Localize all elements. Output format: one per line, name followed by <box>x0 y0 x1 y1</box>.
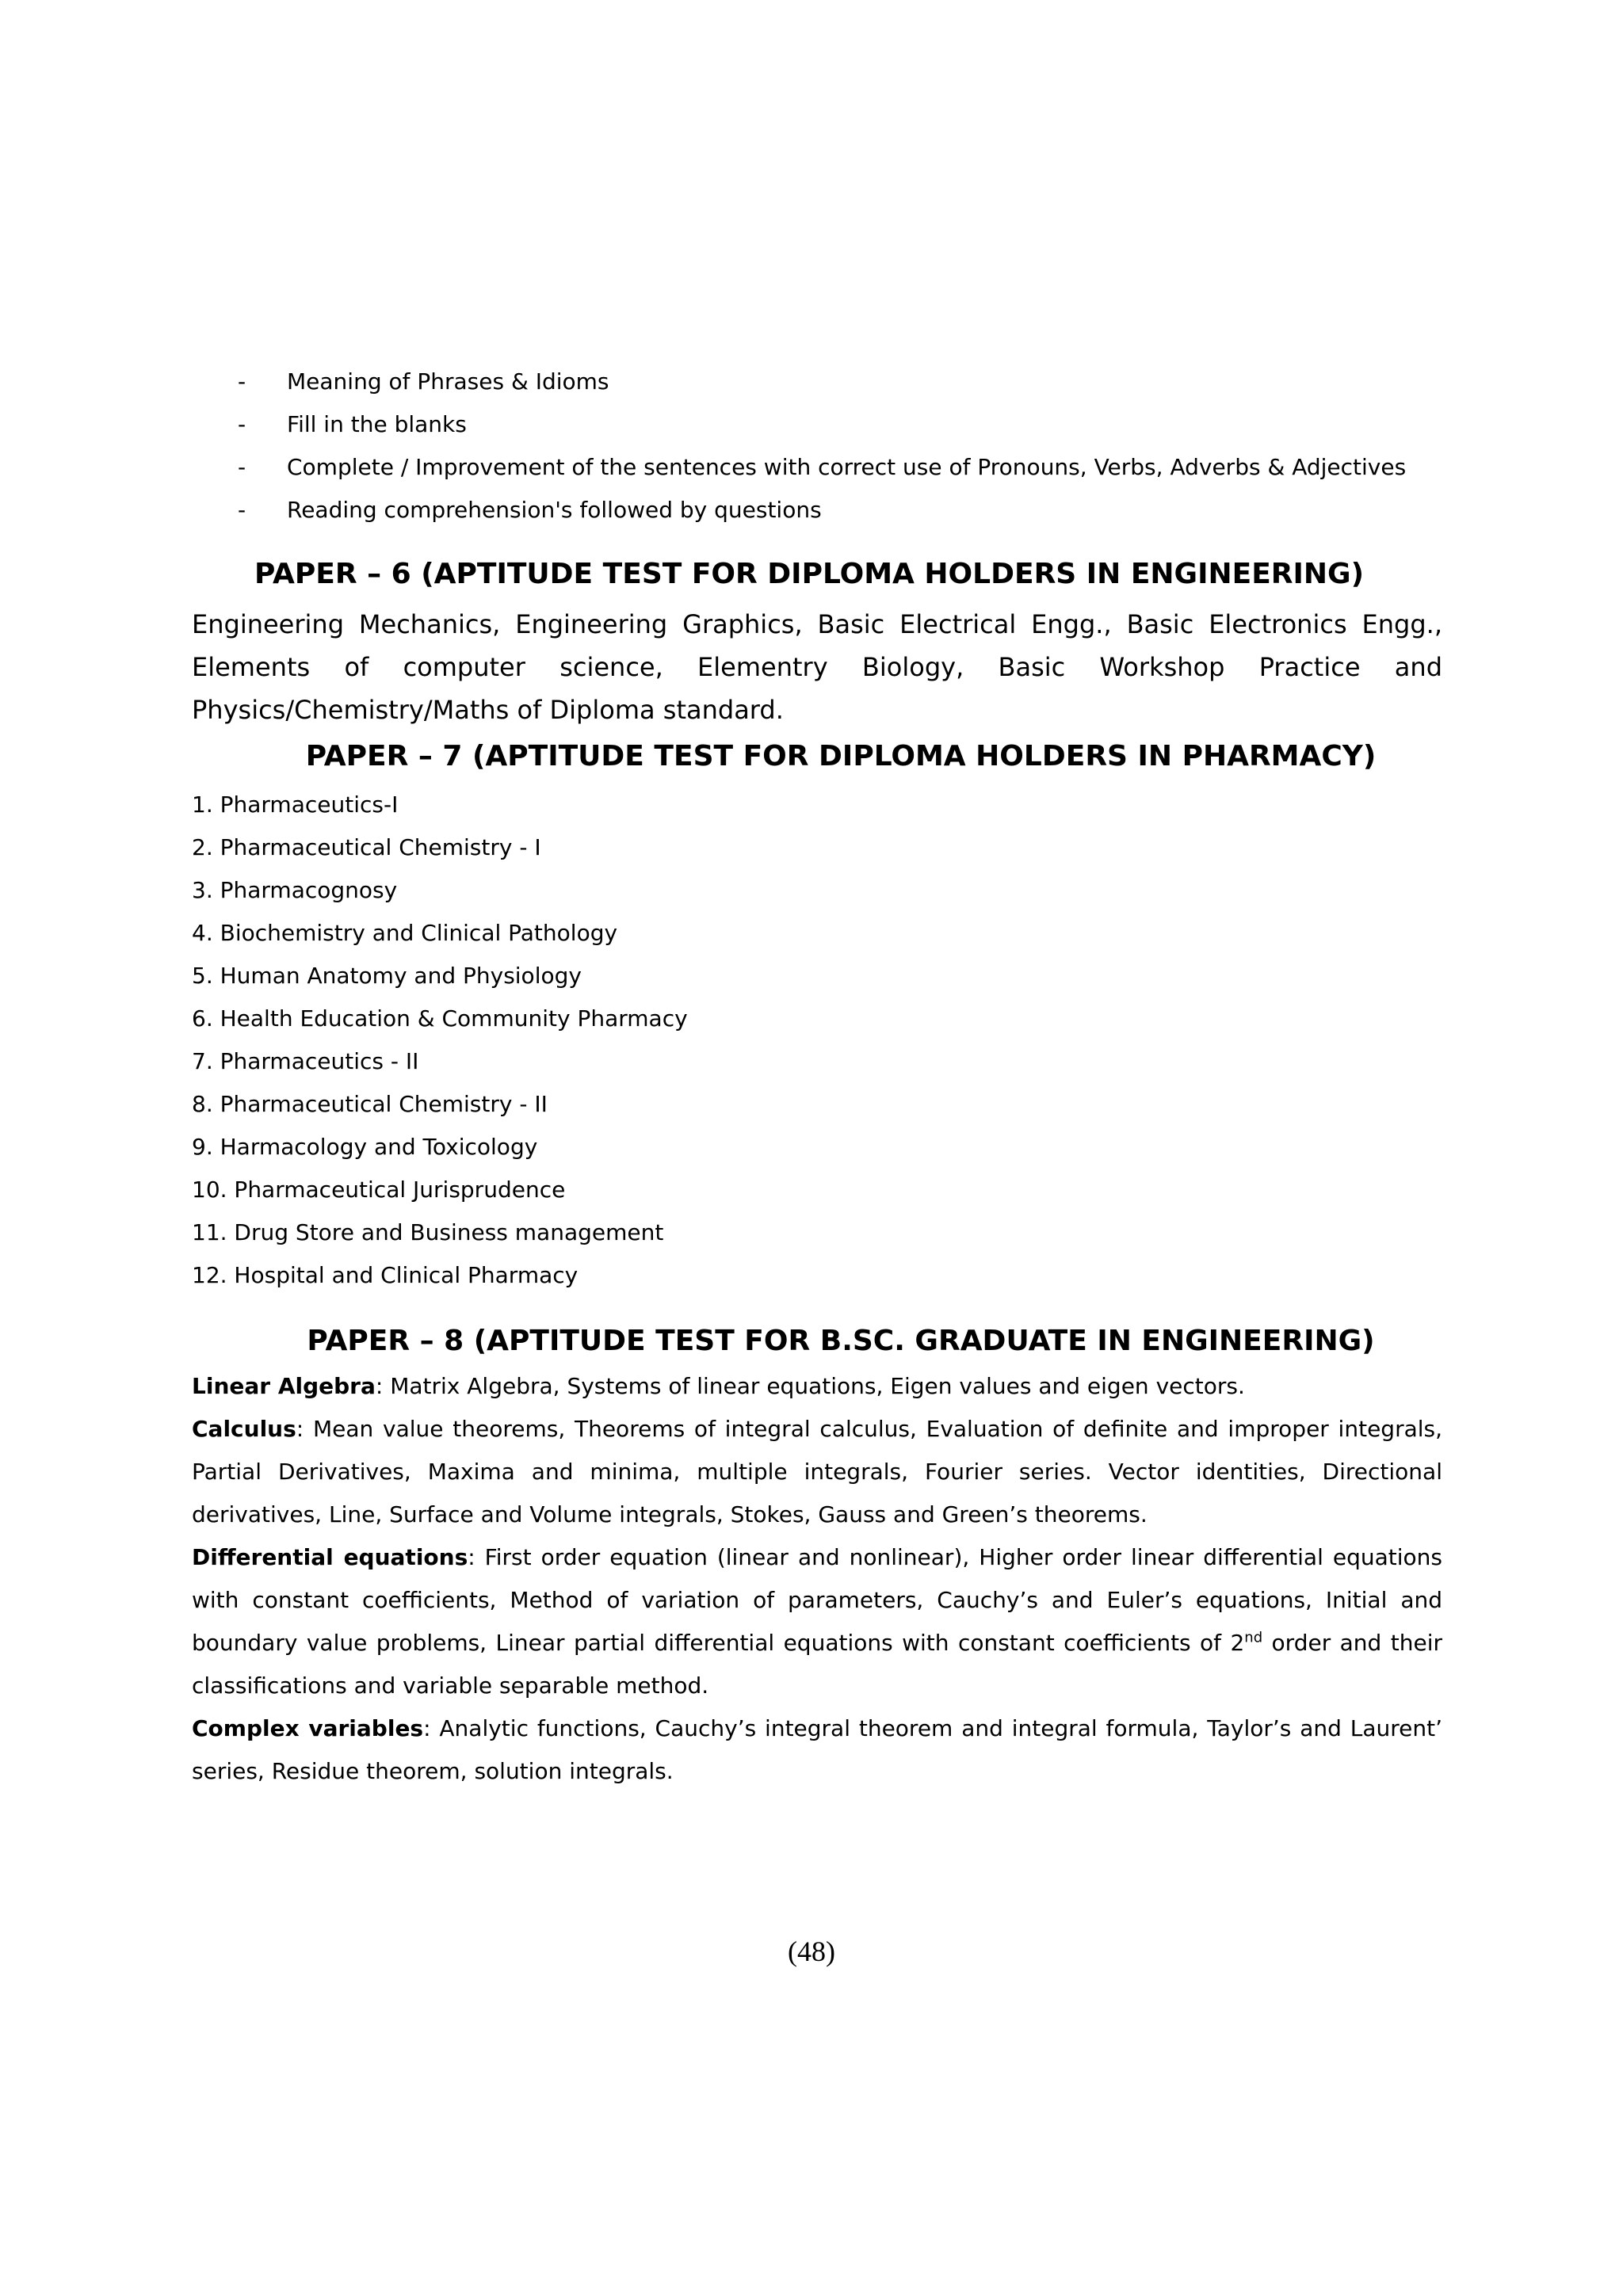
paper-7-heading: PAPER – 7 (APTITUDE TEST FOR DIPLOMA HOLDERS IN PHARMACY) <box>305 740 1377 772</box>
bullet-marker: - <box>238 454 246 480</box>
topic-text: order and their classifications and variable separable method. <box>192 1630 1442 1699</box>
topic-text: : Analytic functions, Cauchy’s integral theorem and integral formula, Taylor’s and Laurent’ series, Residue theorem, solution integrals. <box>192 1715 1442 1784</box>
list-item: 5. Human Anatomy and Physiology <box>192 963 582 989</box>
list-item: 2. Pharmaceutical Chemistry - I <box>192 834 541 860</box>
bullet-marker: - <box>238 411 246 437</box>
english-topics-list <box>192 360 1442 532</box>
list-item: 10. Pharmaceutical Jurisprudence <box>192 1177 566 1203</box>
topic-term: Complex variables <box>192 1715 424 1741</box>
list-item-text: Complete / Improvement of the sentences with correct use of Pronouns, Verbs, Adverbs & Adjectives <box>287 454 1407 480</box>
list-item <box>192 446 1442 489</box>
list-item: 1. Pharmaceutics-I <box>192 791 399 818</box>
topic-text: : First order equation (linear and nonlinear), Higher order linear differential equations with constant coefficients, Method of variation of parameters, Cauchy’s and Euler’s equations, Initial and boundary value problems, Linear partial differential equations with constant coefficients of 2 <box>192 1544 1442 1656</box>
list-item <box>192 403 1442 446</box>
pharmacy-subjects-list <box>192 784 1442 1297</box>
list-item: 7. Pharmaceutics - II <box>192 1048 419 1074</box>
list-item-text: Meaning of Phrases & Idioms <box>287 368 609 395</box>
bullet-marker: - <box>238 368 246 395</box>
topic-term: Linear Algebra <box>192 1373 376 1399</box>
list-item <box>192 360 1442 403</box>
bullet-marker: - <box>238 497 246 523</box>
topic-text: : Mean value theorems, Theorems of integral calculus, Evaluation of definite and improper integrals, Partial Derivatives, Maxima and minima, multiple integrals, Fourier series. Vector identities, Directional derivatives, Line, Surface and Volume integrals, Stokes, Gauss and Green’s theorems. <box>192 1416 1442 1527</box>
list-item: 9. Harmacology and Toxicology <box>192 1134 538 1160</box>
list-item: 4. Biochemistry and Clinical Pathology <box>192 920 618 946</box>
page-content <box>192 360 1442 1793</box>
list-item: 12. Hospital and Clinical Pharmacy <box>192 1262 579 1288</box>
list-item-text: Reading comprehension's followed by questions <box>287 497 822 523</box>
complex-variables-topic <box>192 1707 1442 1793</box>
linear-algebra-topic <box>192 1365 1442 1408</box>
topic-text: : Matrix Algebra, Systems of linear equations, Eigen values and eigen vectors. <box>375 1373 1245 1399</box>
page-number: (48) <box>788 1936 835 1967</box>
list-item: 11. Drug Store and Business management <box>192 1219 664 1245</box>
list-item-text: Fill in the blanks <box>287 411 467 437</box>
paper-6-syllabus: Engineering Mechanics, Engineering Graphics, Basic Electrical Engg., Basic Electronics Engg., Elements of computer science, Elementry Biology, Basic Workshop Practice and Physics/Chemistry/Maths of Diploma standard. <box>192 609 1442 725</box>
topic-term: Calculus <box>192 1416 296 1442</box>
paper-8-heading: PAPER – 8 (APTITUDE TEST FOR B.SC. GRADUATE IN ENGINEERING) <box>307 1325 1375 1357</box>
paper-6-heading: PAPER – 6 (APTITUDE TEST FOR DIPLOMA HOLDERS IN ENGINEERING) <box>254 558 1365 590</box>
topic-term: Differential equations <box>192 1544 468 1570</box>
list-item <box>192 489 1442 532</box>
ordinal-superscript: nd <box>1244 1629 1263 1646</box>
calculus-topic <box>192 1408 1442 1536</box>
list-item: 8. Pharmaceutical Chemistry - II <box>192 1091 548 1117</box>
list-item: 6. Health Education & Community Pharmacy <box>192 1005 688 1032</box>
differential-equations-topic <box>192 1536 1442 1707</box>
list-item: 3. Pharmacognosy <box>192 877 398 903</box>
